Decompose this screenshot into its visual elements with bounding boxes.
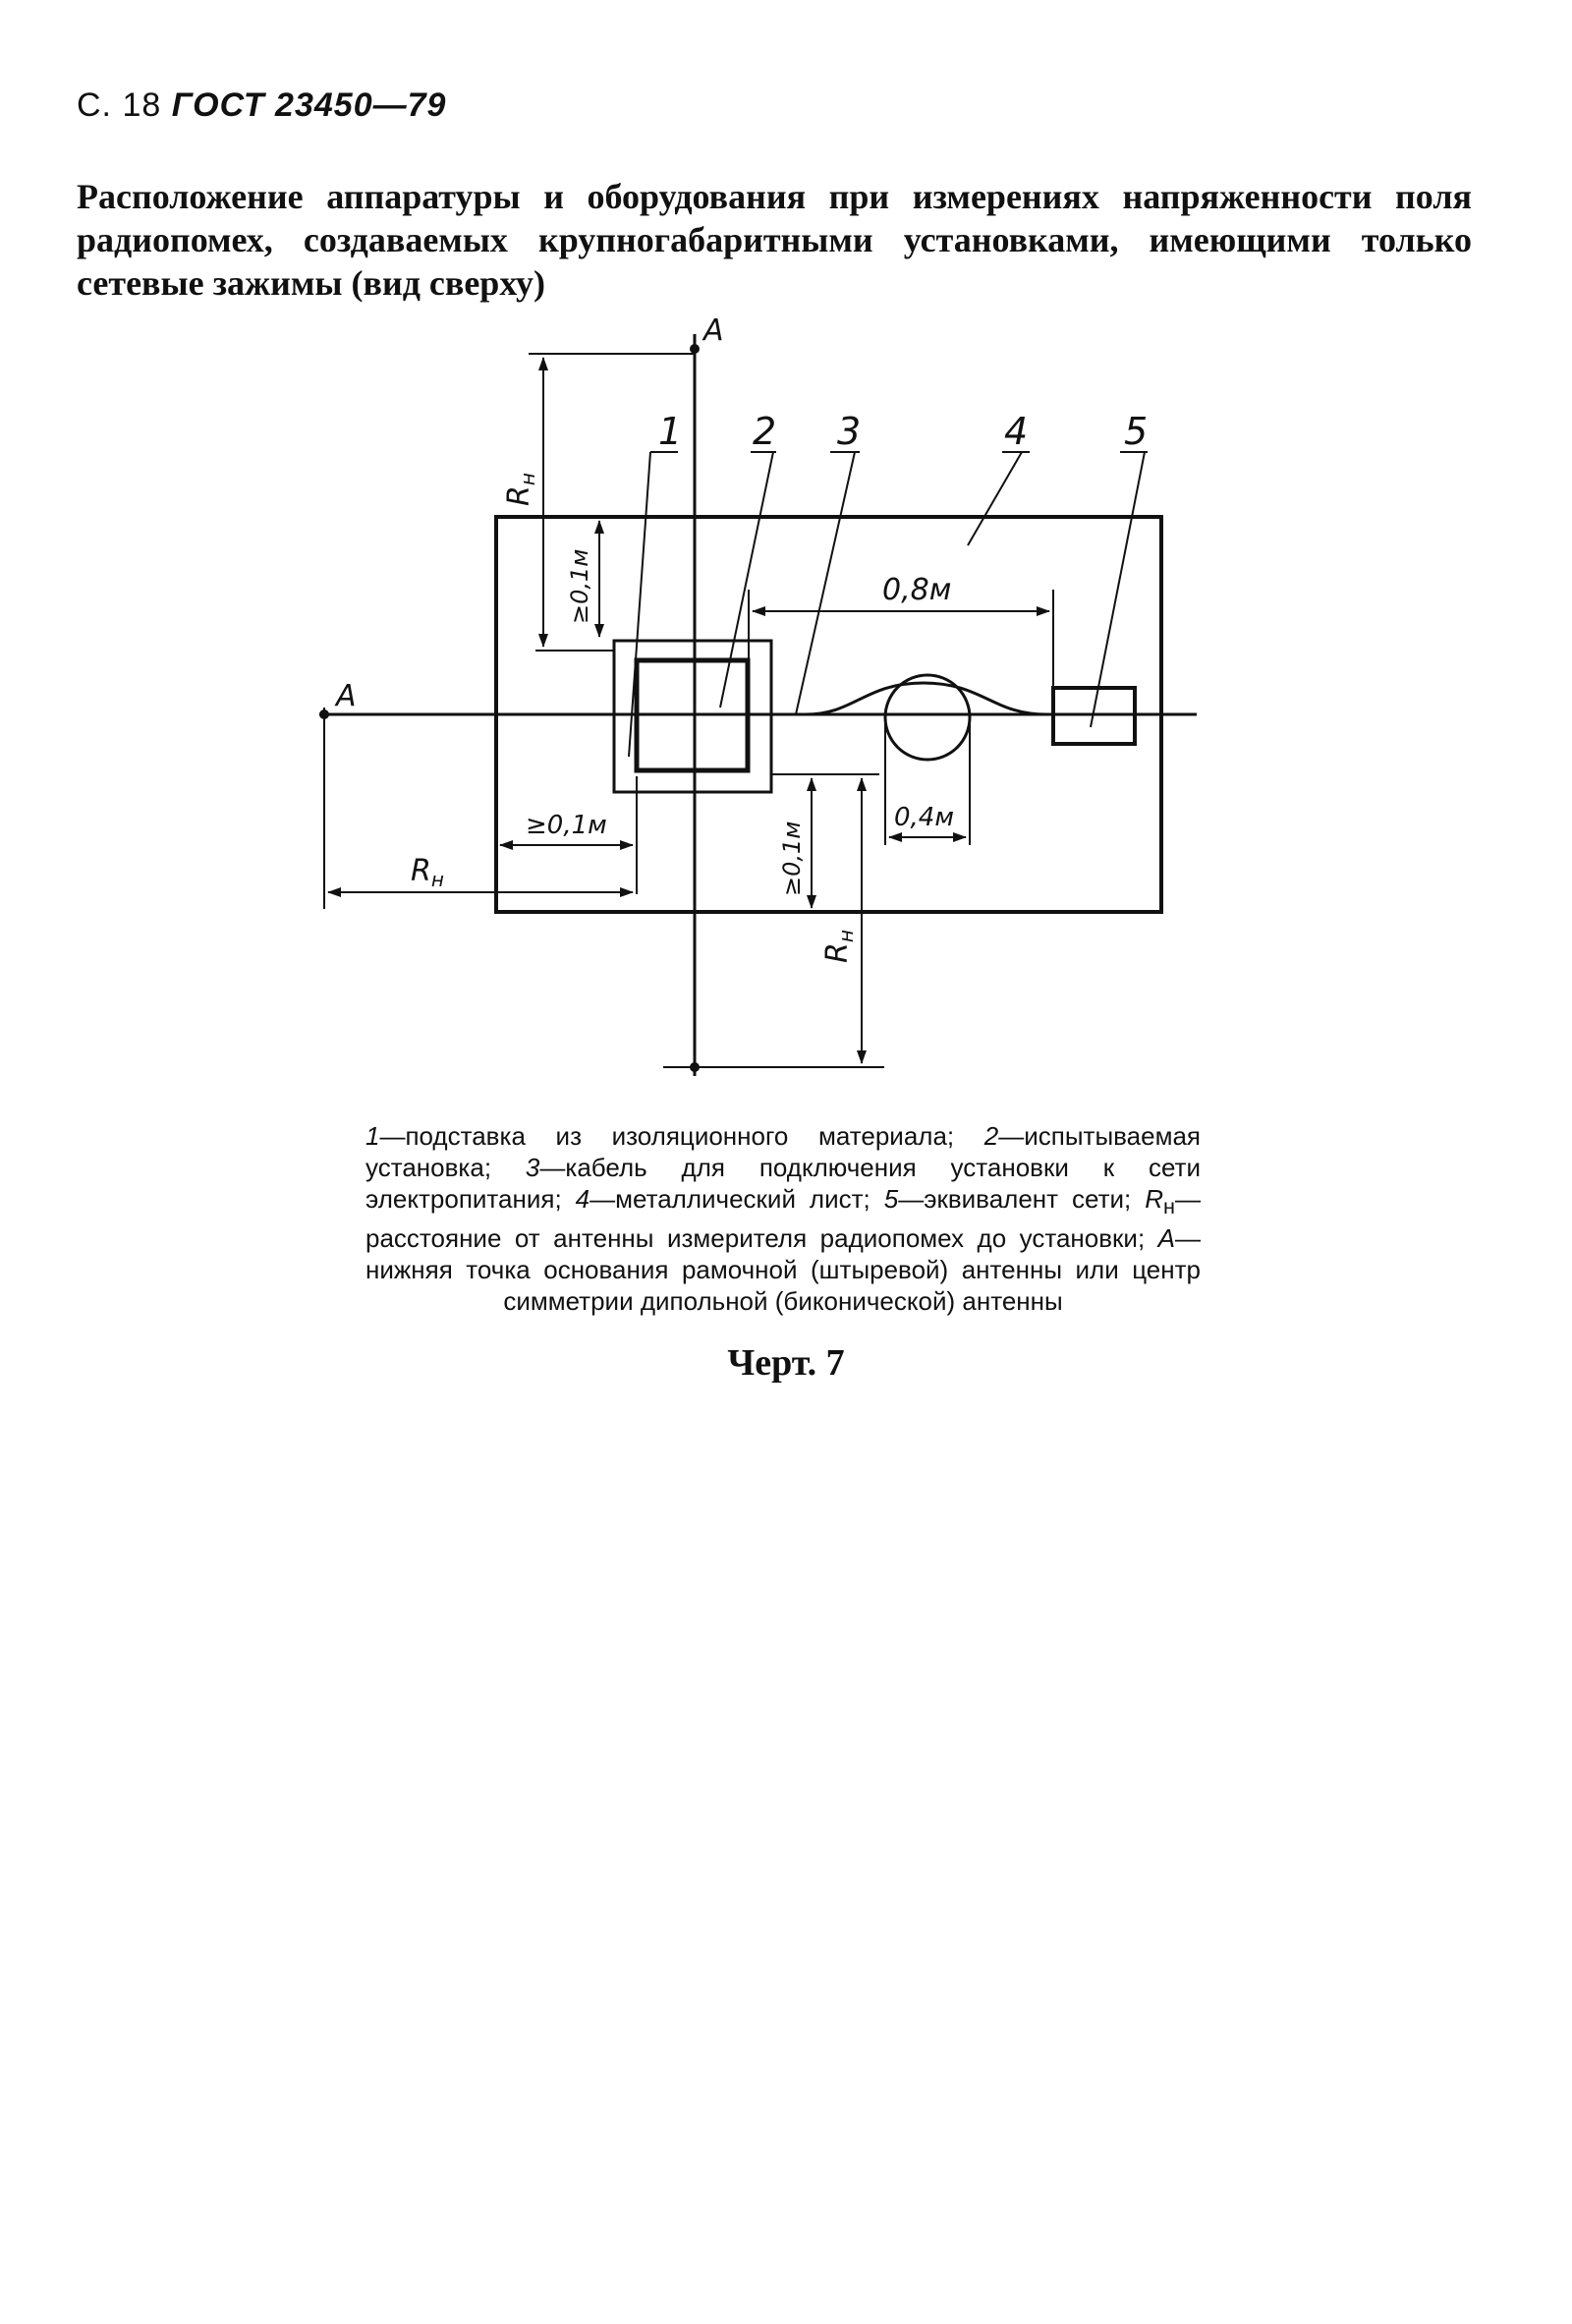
cable-loop <box>885 675 970 760</box>
leader-3 <box>796 452 855 714</box>
legend-num-4: 4 <box>575 1184 590 1214</box>
axis-point-bottom <box>690 1062 700 1072</box>
label-rn-left: $R_н$ <box>411 854 444 891</box>
label-point-a-left: A <box>336 679 357 713</box>
power-cable <box>771 683 1051 714</box>
label-loop-diameter: 0,4м <box>894 803 954 832</box>
legend-a-symbol: A <box>1157 1223 1175 1254</box>
legend-text-4: —металлический лист; <box>590 1184 884 1214</box>
label-gap-top: ≥0,1м <box>566 548 593 624</box>
leader-1 <box>629 452 650 757</box>
label-item-5: 5 <box>1124 410 1149 453</box>
figure-number: Черт. 7 <box>727 1342 845 1384</box>
label-gap-bottom: ≥0,1м <box>778 821 806 896</box>
legend-text-7: —нижняя точка основания рамочной (штыревой) антенны или центр симметрии дипольной (биконической) антенны <box>365 1223 1201 1317</box>
document-code: ГОСТ 23450—79 <box>171 86 447 124</box>
figure-legend <box>365 1120 1201 1317</box>
axis-point-left <box>319 709 329 719</box>
legend-num-2: 2 <box>983 1121 999 1151</box>
axis-point-top <box>690 344 700 354</box>
legend-text-3: —кабель для подключения установки к сети электропитания; <box>365 1153 1201 1214</box>
arrangement-diagram <box>0 295 1572 1110</box>
leader-4 <box>968 452 1022 545</box>
label-rn-top: $R_н$ <box>502 473 539 506</box>
label-item-1: 1 <box>658 410 683 453</box>
legend-text-2: —испытываемая установка; <box>365 1121 1201 1182</box>
legend-num-5: 5 <box>883 1184 899 1214</box>
legend-r-symbol: R <box>1145 1184 1164 1214</box>
label-item-2: 2 <box>753 410 777 453</box>
label-rn-bottom: $R_н$ <box>820 930 858 963</box>
legend-r-sub: н <box>1163 1194 1175 1219</box>
legend-text-5: —эквивалент сети; <box>898 1184 1146 1214</box>
label-item-3: 3 <box>837 410 862 453</box>
label-item-4: 4 <box>1004 410 1029 453</box>
page-number: С. 18 <box>77 86 162 124</box>
figure-title: Расположение аппаратуры и оборудования при измерениях напряженности поля радиопомех, создаваемых крупногабаритными установками, имеющими только сетевые зажимы (вид сверху) <box>77 177 1472 303</box>
label-gap-left: ≥0,1м <box>526 811 607 840</box>
legend-num-3: 3 <box>525 1153 540 1182</box>
label-point-a-top: A <box>703 313 724 348</box>
legend-text-1: —подставка из изоляционного материала; <box>379 1121 984 1151</box>
label-cable-length: 0,8м <box>882 573 952 607</box>
legend-num-1: 1 <box>365 1121 380 1151</box>
page-header <box>77 86 446 125</box>
legend-text-6: —расстояние от антенны измерителя радиопомех до установки; <box>365 1184 1201 1254</box>
